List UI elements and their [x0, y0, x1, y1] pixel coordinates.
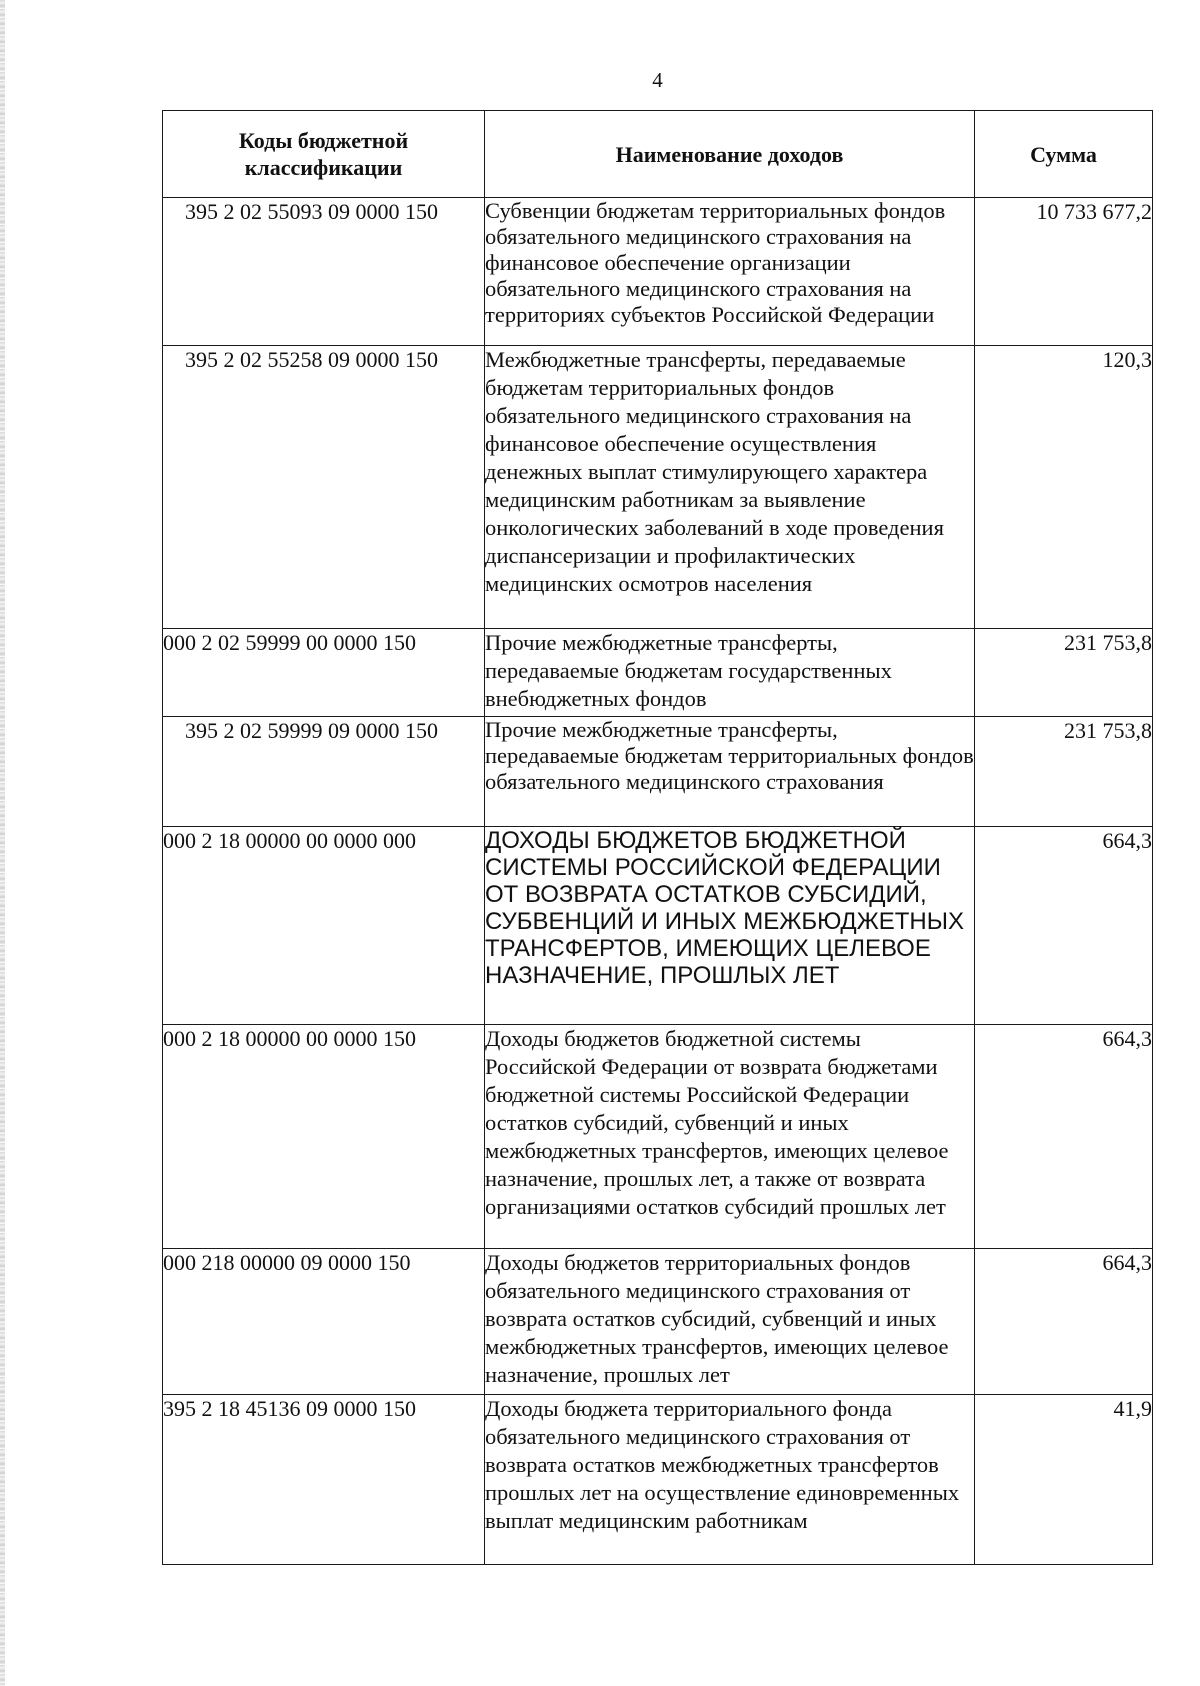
row-name: Доходы бюджетов бюджетной системы Российской Федерации от возврата бюджетами бюджетной системы Российской Федерации остатков субсидий, субвенций и иных межбюджетных трансфертов, имеющих целевое назначение, прошлых лет, а также от возврата организациями остатков субсидий прошлых лет — [485, 1025, 975, 1249]
row-sum: 41,9 — [975, 1395, 1153, 1565]
revenue-table — [162, 110, 1153, 1565]
table-row — [163, 1249, 1153, 1395]
table-header-row — [163, 111, 1153, 198]
table-row — [163, 1395, 1153, 1565]
row-name: Межбюджетные трансферты, передаваемые бюджетам территориальных фондов обязательного медицинского страхования на финансовое обеспечение осуществления денежных выплат стимулирующего характера медицинским работникам за выявление онкологических заболеваний в ходе проведения диспансеризации и профилактических медицинских осмотров населения — [485, 346, 975, 629]
header-sum: Сумма — [975, 111, 1153, 198]
row-code: 000 2 02 59999 00 0000 150 — [163, 629, 485, 717]
row-code: 395 2 18 45136 09 0000 150 — [163, 1395, 485, 1565]
row-code: 000 2 18 00000 00 0000 150 — [163, 1025, 485, 1249]
page-number: 4 — [652, 68, 663, 92]
table-row — [163, 717, 1153, 827]
table-row — [163, 198, 1153, 346]
row-name: ДОХОДЫ БЮДЖЕТОВ БЮДЖЕТНОЙ СИСТЕМЫ РОССИЙСКОЙ ФЕДЕРАЦИИ ОТ ВОЗВРАТА ОСТАТКОВ СУБСИДИЙ, СУБВЕНЦИЙ И ИНЫХ МЕЖБЮДЖЕТНЫХ ТРАНСФЕРТОВ, ИМЕЮЩИХ ЦЕЛЕВОЕ НАЗНАЧЕНИЕ, ПРОШЛЫХ ЛЕТ — [485, 827, 975, 1025]
row-code: 000 2 18 00000 00 0000 000 — [163, 827, 485, 1025]
table-row — [163, 1025, 1153, 1249]
row-code: 395 2 02 59999 09 0000 150 — [163, 717, 485, 827]
row-name: Прочие межбюджетные трансферты, передаваемые бюджетам государственных внебюджетных фондов — [485, 629, 975, 717]
row-sum: 664,3 — [975, 827, 1153, 1025]
header-code: Коды бюджетной классификации — [163, 111, 485, 198]
row-sum: 231 753,8 — [975, 717, 1153, 827]
row-code: 000 218 00000 09 0000 150 — [163, 1249, 485, 1395]
header-name: Наименование доходов — [485, 111, 975, 198]
row-code: 395 2 02 55258 09 0000 150 — [163, 346, 485, 629]
table-row — [163, 629, 1153, 717]
row-sum: 231 753,8 — [975, 629, 1153, 717]
row-name: Субвенции бюджетам территориальных фондов обязательного медицинского страхования на финансовое обеспечение организации обязательного медицинского страхования на территориях субъектов Российской Федерации — [485, 198, 975, 346]
row-name: Прочие межбюджетные трансферты, передаваемые бюджетам территориальных фондов обязательного медицинского страхования — [485, 717, 975, 827]
row-name: Доходы бюджетов территориальных фондов обязательного медицинского страхования от возврата остатков субсидий, субвенций и иных межбюджетных трансфертов, имеющих целевое назначение, прошлых лет — [485, 1249, 975, 1395]
table-row — [163, 827, 1153, 1025]
table-row — [163, 346, 1153, 629]
scan-edge — [0, 0, 5, 1686]
row-code: 395 2 02 55093 09 0000 150 — [163, 198, 485, 346]
row-name: Доходы бюджета территориального фонда обязательного медицинского страхования от возврата остатков межбюджетных трансфертов прошлых лет на осуществление единовременных выплат медицинским работникам — [485, 1395, 975, 1565]
row-sum: 10 733 677,2 — [975, 198, 1153, 346]
row-sum: 120,3 — [975, 346, 1153, 629]
row-sum: 664,3 — [975, 1249, 1153, 1395]
row-sum: 664,3 — [975, 1025, 1153, 1249]
